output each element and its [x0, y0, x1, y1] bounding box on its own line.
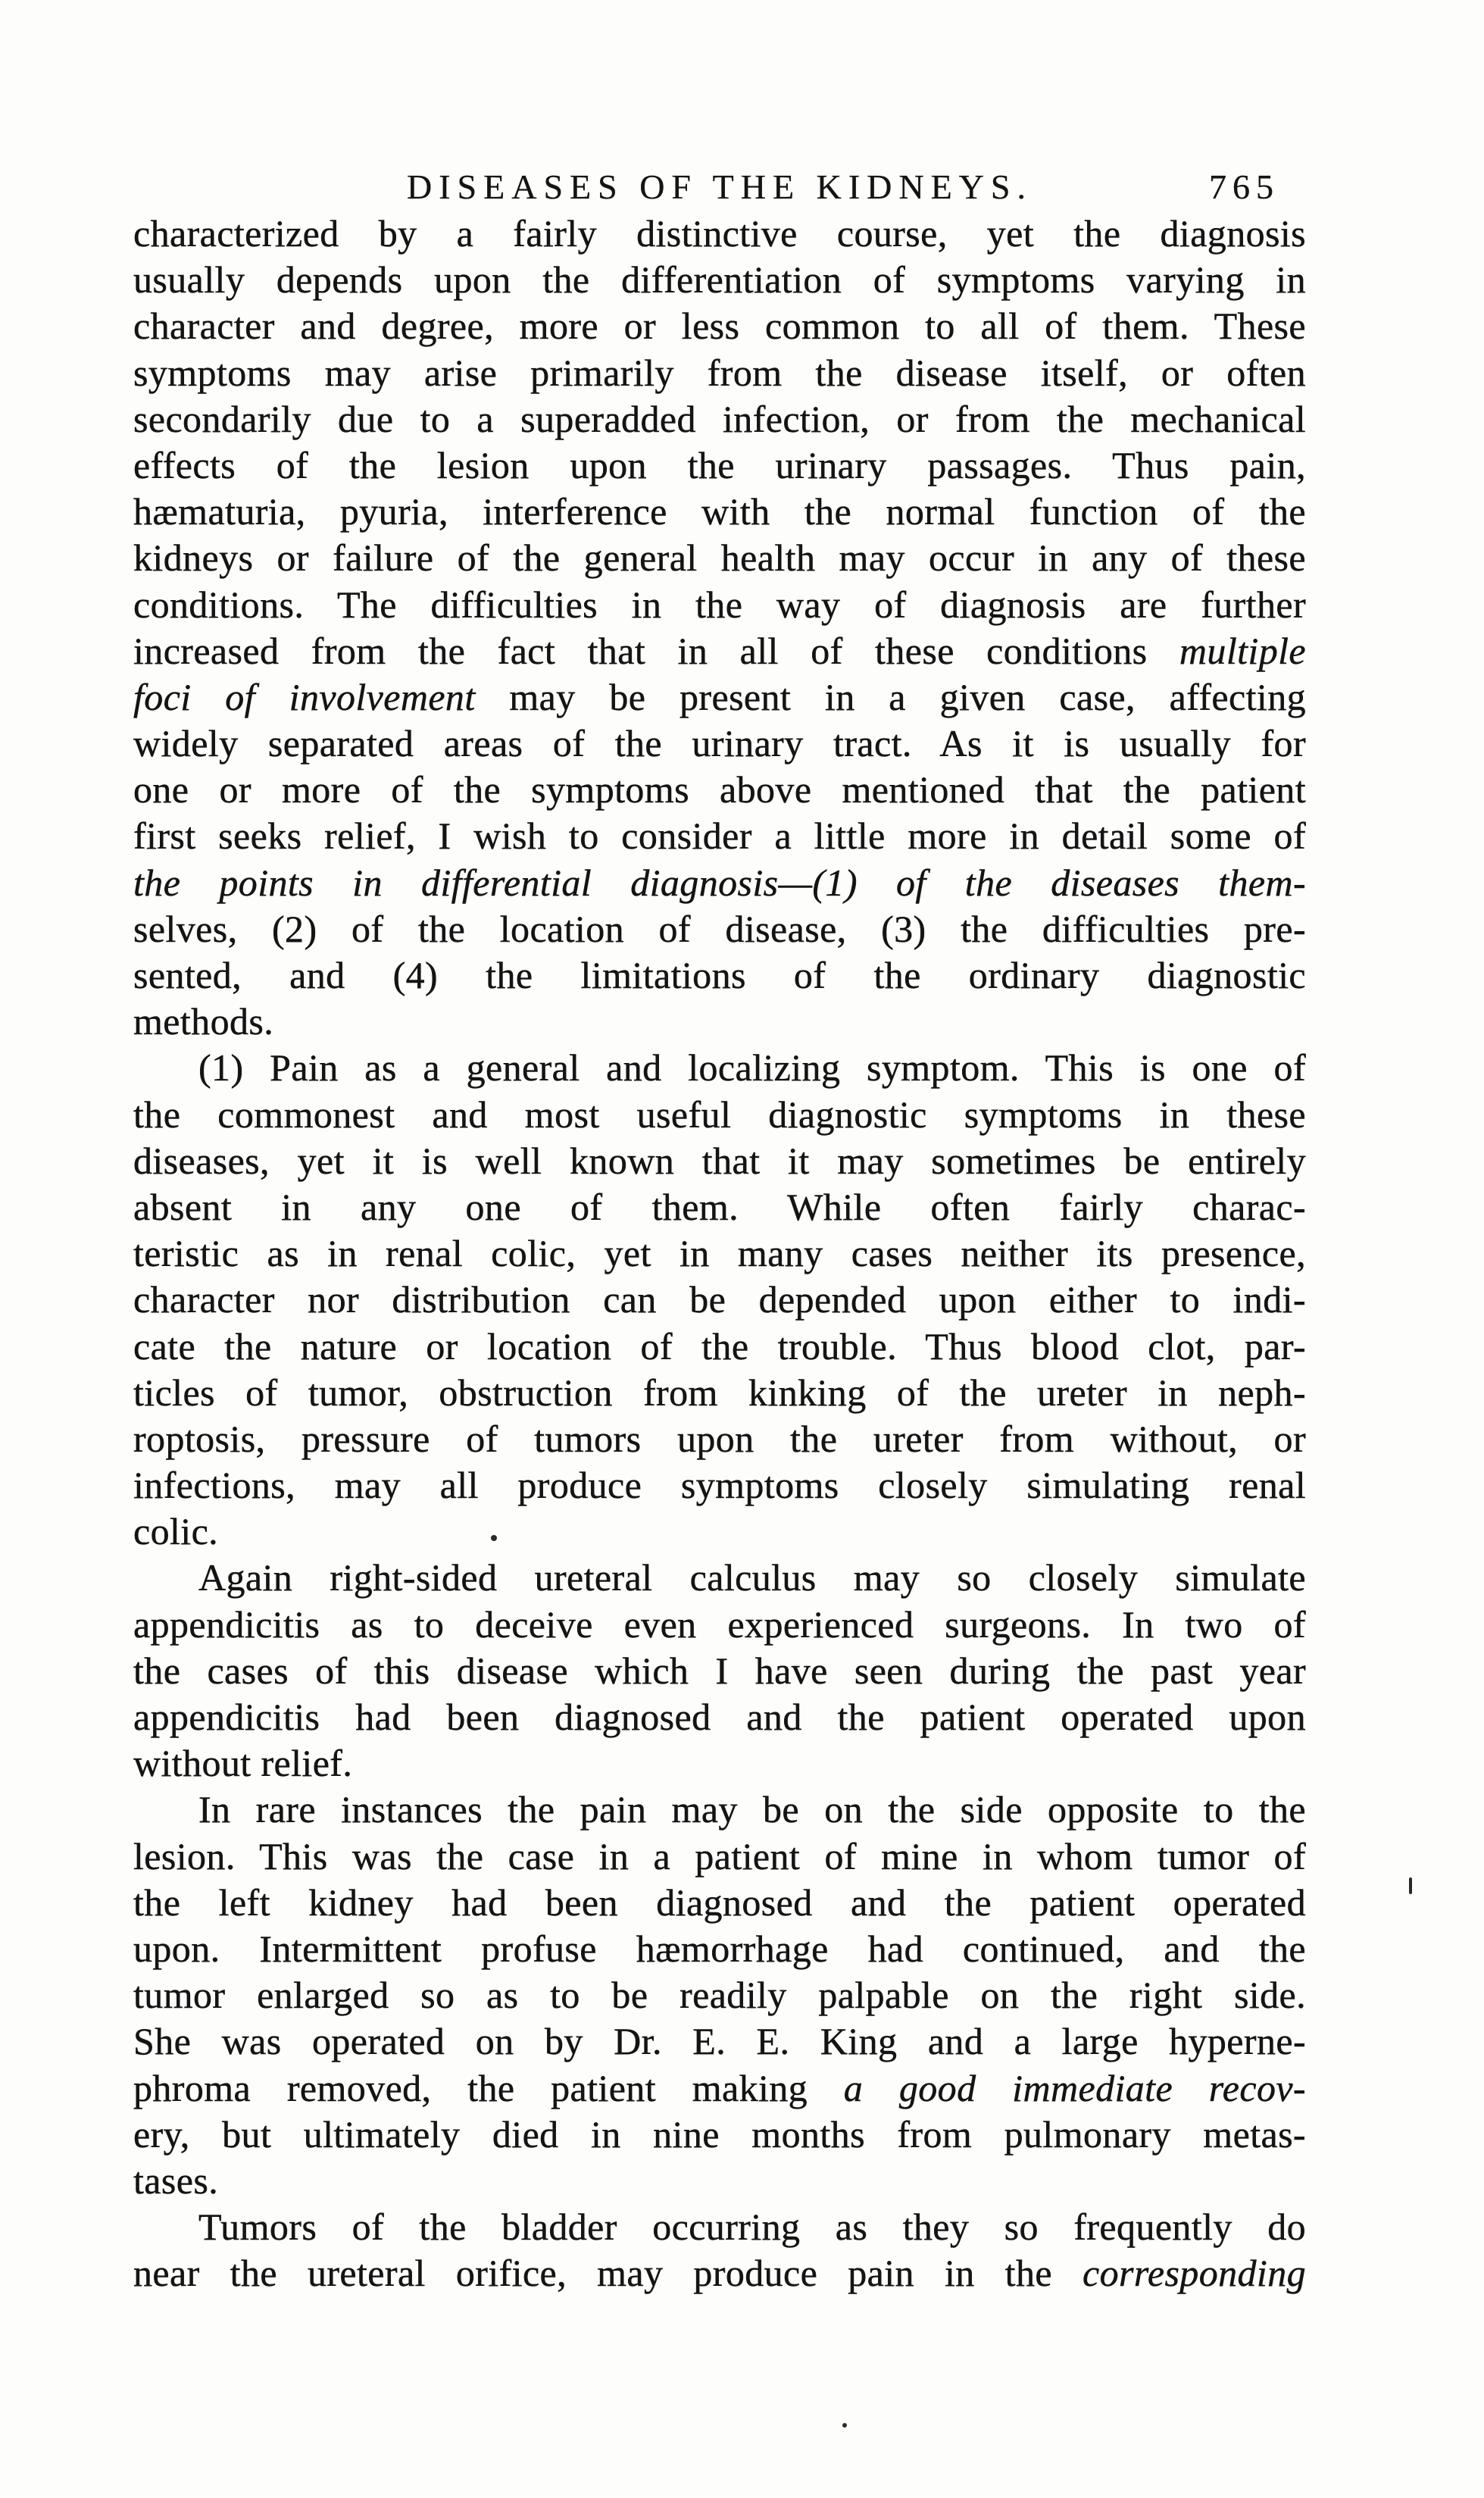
italic-phrase: corresponding — [1083, 2252, 1306, 2295]
text-line: the left kidney had been diagnosed and the patient operated — [133, 1881, 1306, 1924]
text-line: character nor distribution can be depended upon either to indi- — [133, 1278, 1306, 1321]
italic-phrase: multiple — [1179, 629, 1306, 672]
scan-speck — [842, 2423, 847, 2428]
text-line-italic: the points in differential diagnosis—(1) of the diseases them- — [133, 861, 1306, 904]
text-line: infections, may all produce symptoms closely simulating renal — [133, 1464, 1306, 1507]
text-line: one or more of the symptoms above mentioned that the patient — [133, 768, 1306, 811]
page-number: 765 — [1209, 167, 1279, 206]
text-line: teristic as in renal colic, yet in many cases neither its presence, — [133, 1232, 1306, 1275]
text-line: sented, and (4) the limitations of the ordinary diagnostic — [133, 954, 1306, 996]
text-line — [133, 2250, 1306, 2296]
text-line: conditions. The difficulties in the way of diagnosis are further — [133, 583, 1306, 626]
text-body — [133, 211, 1306, 2296]
text-line: lesion. This was the case in a patient of mine in whom tumor of — [133, 1834, 1306, 1877]
paragraph — [133, 2204, 1306, 2296]
text-line: kidneys or failure of the general health may occur in any of these — [133, 536, 1306, 580]
text-line: usually depends upon the differentiation of symptoms varying in — [133, 258, 1306, 302]
text-run: near the ureteral orifice, may produce pain in the — [133, 2252, 1052, 2295]
text-run: may be present in a given case, affecting — [509, 675, 1306, 718]
text-line: absent in any one of them. While often fairly charac- — [133, 1185, 1306, 1228]
text-line: effects of the lesion upon the urinary passages. Thus pain, — [133, 443, 1306, 486]
text-line: Tumors of the bladder occurring as they so frequently do — [198, 2206, 1306, 2249]
text-line: secondarily due to a superadded infection, or from the mechanical — [133, 397, 1306, 440]
text-line: methods. — [133, 1000, 274, 1043]
text-line: appendicitis as to deceive even experienced surgeons. In two of — [133, 1602, 1306, 1646]
paragraph — [133, 1045, 1306, 1555]
text-line: In rare instances the pain may be on the side opposite to the — [198, 1788, 1306, 1831]
text-line: symptoms may arise primarily from the disease itself, or often — [133, 351, 1306, 394]
text-line: diseases, yet it is well known that it may sometimes be entirely — [133, 1139, 1306, 1182]
text-line: Again right-sided ureteral calculus may so closely simulate — [198, 1556, 1306, 1599]
paragraph — [133, 1787, 1306, 2204]
text-line: widely separated areas of the urinary tract. As it is usually for — [133, 722, 1306, 765]
text-line: ery, but ultimately died in nine months from pulmonary metas- — [133, 2112, 1306, 2156]
text-line: characterized by a fairly distinctive course, yet the diagnosis — [133, 212, 1306, 255]
text-line: roptosis, pressure of tumors upon the ureter from without, or — [133, 1417, 1306, 1460]
text-line: selves, (2) of the location of disease, (3) the difficulties pre- — [133, 907, 1306, 950]
paragraph — [133, 211, 1306, 1045]
text-line: ticles of tumor, obstruction from kinking of the ureter in neph- — [133, 1371, 1306, 1414]
text-line: without relief. — [133, 1742, 353, 1785]
scan-speck — [491, 1535, 497, 1541]
running-head: DISEASES OF THE KIDNEYS. — [407, 167, 1033, 206]
text-line: cate the nature or location of the trouble. Thus blood clot, par- — [133, 1324, 1306, 1368]
text-run: increased from the fact that in all of these conditions — [133, 629, 1148, 672]
text-line: (1) Pain as a general and localizing symptom. This is one of — [198, 1046, 1306, 1090]
text-line: the cases of this disease which I have seen during the past year — [133, 1649, 1306, 1692]
italic-phrase: foci of involvement — [133, 675, 476, 718]
text-line: She was operated on by Dr. E. E. King and a large hyperne- — [133, 2020, 1306, 2063]
text-line: character and degree, more or less common to all of them. These — [133, 305, 1306, 348]
text-line: hæmaturia, pyuria, interference with the normal function of the — [133, 490, 1306, 533]
text-line: appendicitis had been diagnosed and the patient operated upon — [133, 1696, 1306, 1738]
text-line: tases. — [133, 2159, 219, 2202]
paragraph — [133, 1555, 1306, 1787]
text-line — [133, 674, 1306, 721]
text-line: upon. Intermittent profuse hæmorrhage had continued, and the — [133, 1927, 1306, 1970]
text-line — [133, 628, 1306, 674]
text-line — [133, 2065, 1306, 2112]
text-line: tumor enlarged so as to be readily palpable on the right side. — [133, 1974, 1306, 2017]
italic-phrase: a good immediate recov- — [843, 2066, 1306, 2109]
text-run: phroma removed, the patient making — [133, 2066, 808, 2109]
text-line: first seeks relief, I wish to consider a little more in detail some of — [133, 814, 1306, 858]
scan-speck — [1409, 1877, 1412, 1894]
text-line: colic. — [133, 1510, 219, 1553]
text-line: the commonest and most useful diagnostic symptoms in these — [133, 1093, 1306, 1136]
